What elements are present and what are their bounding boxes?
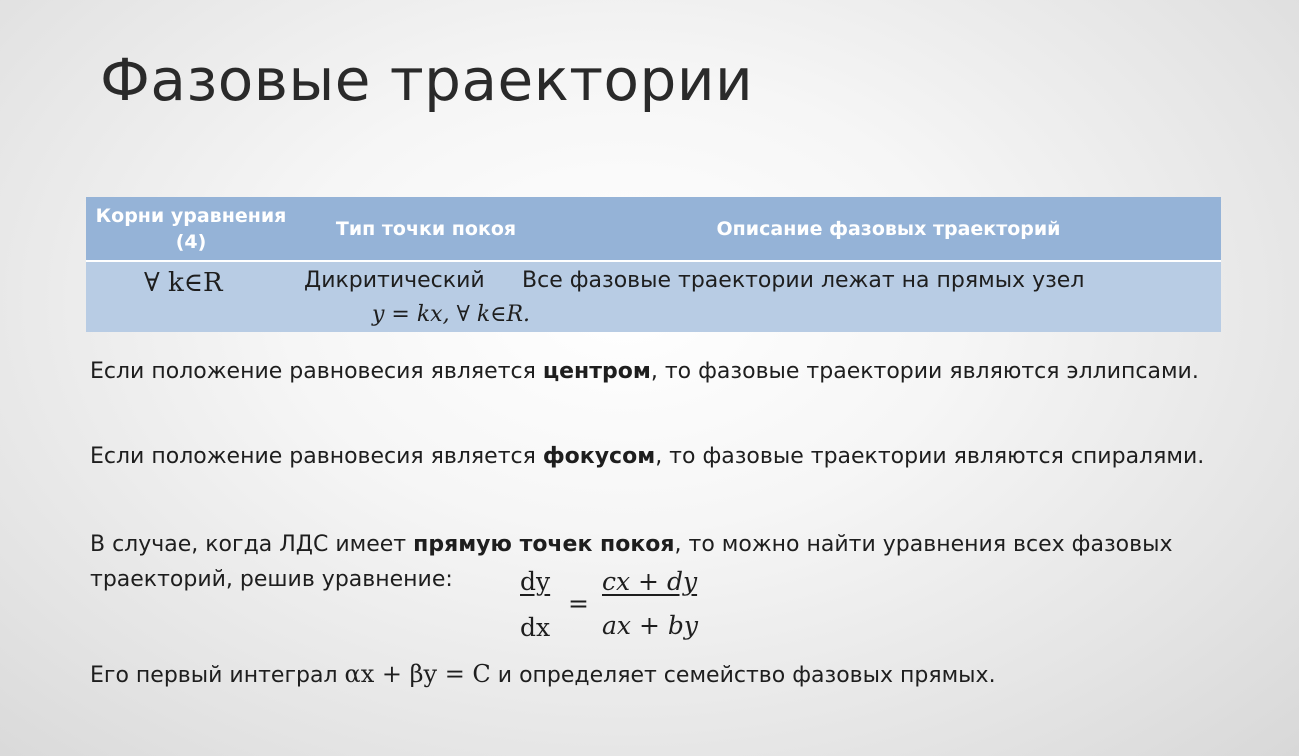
paragraph-first-integral (90, 657, 1230, 693)
p1-text-before: Если положение равновесия является (90, 359, 543, 384)
p3-text-before: В случае, когда ЛДС имеет (90, 532, 414, 557)
p3-text-after: , то можно найти уравнения всех фазовых (674, 532, 1173, 557)
equation-lhs-numerator: dy (520, 567, 551, 596)
cell-rest-point-type: Дикритический (304, 268, 485, 293)
p2-text-before: Если положение равновесия является (90, 444, 543, 469)
p1-bold: центром (542, 359, 651, 384)
p2-text-after: , то фазовые траектории являются спиралями. (655, 444, 1205, 469)
equation-lhs-denominator: dx (520, 613, 551, 642)
paragraph-focus (90, 439, 1230, 474)
equation-rhs-numerator: cx + dy (602, 567, 698, 596)
cell-description: Все фазовые траектории лежат на прямых узел (522, 268, 1085, 293)
p2-bold: фокусом (542, 444, 656, 469)
p4-text-before: Его первый интеграл (90, 663, 345, 688)
p3-bold: прямую точек покоя (413, 532, 675, 557)
p3-text-line2: траекторий, решив уравнение: (90, 567, 453, 592)
equation-equals-sign: = (568, 589, 589, 618)
paragraph-center (90, 354, 1230, 389)
cell-formula: y = kx, ∀ k∈R. (372, 302, 531, 327)
table-row (86, 262, 1221, 332)
differential-equation (518, 567, 708, 647)
table-header-row (86, 197, 1221, 262)
first-integral-formula: αx + βy = C (344, 660, 491, 688)
slide-title: Фазовые траектории (100, 46, 754, 114)
roots-table (86, 197, 1221, 332)
header-roots: Корни уравнения (4) (95, 204, 287, 253)
header-trajectory-description: Описание фазовых траекторий (716, 217, 1061, 240)
p4-text-after: и определяет семейство фазовых прямых. (490, 663, 996, 688)
p1-text-after: , то фазовые траектории являются эллипсами. (650, 359, 1199, 384)
equation-rhs-denominator: ax + by (602, 611, 698, 640)
cell-roots: ∀ k∈R (144, 268, 223, 298)
header-rest-point-type: Тип точки покоя (335, 217, 517, 240)
